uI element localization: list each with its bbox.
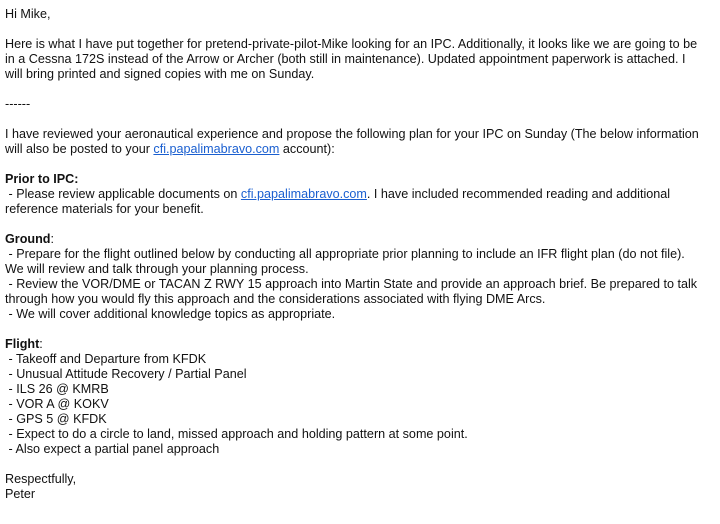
ground-heading-row (5, 232, 717, 247)
ground-line: - We will cover additional knowledge topics as appropriate. (5, 307, 336, 321)
ground-section (5, 232, 717, 322)
cfi-documents-link[interactable]: cfi.papalimabravo.com (240, 187, 367, 201)
review-text: will also be posted to your (5, 142, 154, 156)
signature: Peter (5, 487, 36, 501)
prior-heading: Prior to IPC: (5, 172, 79, 186)
flight-item: - VOR A @ KOKV (5, 397, 109, 411)
prior-section (5, 172, 717, 217)
prior-text: . I have included recommended reading and additional (366, 187, 671, 201)
review-paragraph (5, 127, 717, 157)
intro-line: in a Cessna 172S instead of the Arrow or Archer (both still in maintenance). Updated appointment paperwork is attached. I (5, 52, 686, 66)
ground-colon: : (50, 232, 54, 246)
prior-text: - Please review applicable documents on (5, 187, 241, 201)
review-line: I have reviewed your aeronautical experience and propose the following plan for your IPC on Sunday (The below information (5, 127, 699, 141)
prior-line: reference materials for your benefit. (5, 202, 204, 216)
ground-heading: Ground (5, 232, 51, 246)
review-line (5, 142, 717, 157)
ground-line: - Review the VOR/DME or TACAN Z RWY 15 approach into Martin State and provide an approach brief. Be prepared to talk (5, 277, 698, 291)
flight-section (5, 337, 717, 457)
flight-item: - Takeoff and Departure from KFDK (5, 352, 207, 366)
separator: ------ (5, 97, 31, 111)
flight-item: - Unusual Attitude Recovery / Partial Panel (5, 367, 247, 381)
flight-item: - GPS 5 @ KFDK (5, 412, 107, 426)
flight-colon: : (39, 337, 43, 351)
intro-paragraph (5, 37, 717, 82)
intro-line: will bring printed and signed copies with me on Sunday. (5, 67, 315, 81)
email-body (5, 7, 717, 502)
prior-line (5, 187, 717, 202)
flight-item: - ILS 26 @ KMRB (5, 382, 109, 396)
ground-line: through how you would fly this approach and the considerations associated with flying DME Arcs. (5, 292, 546, 306)
flight-item: - Expect to do a circle to land, missed approach and holding pattern at some point. (5, 427, 468, 441)
flight-heading: Flight (5, 337, 40, 351)
flight-heading-row (5, 337, 717, 352)
ground-line: We will review and talk through your planning process. (5, 262, 309, 276)
greeting: Hi Mike, (5, 7, 51, 21)
review-text: account): (279, 142, 335, 156)
closing: Respectfully, (5, 472, 77, 486)
cfi-account-link[interactable]: cfi.papalimabravo.com (153, 142, 280, 156)
intro-line: Here is what I have put together for pretend-private-pilot-Mike looking for an IPC. Additionally, it looks like we are going to be (5, 37, 698, 51)
flight-item: - Also expect a partial panel approach (5, 442, 220, 456)
sign-off (5, 472, 717, 502)
ground-line: - Prepare for the flight outlined below by conducting all appropriate prior planning to include an IFR flight plan (do not file). (5, 247, 685, 261)
